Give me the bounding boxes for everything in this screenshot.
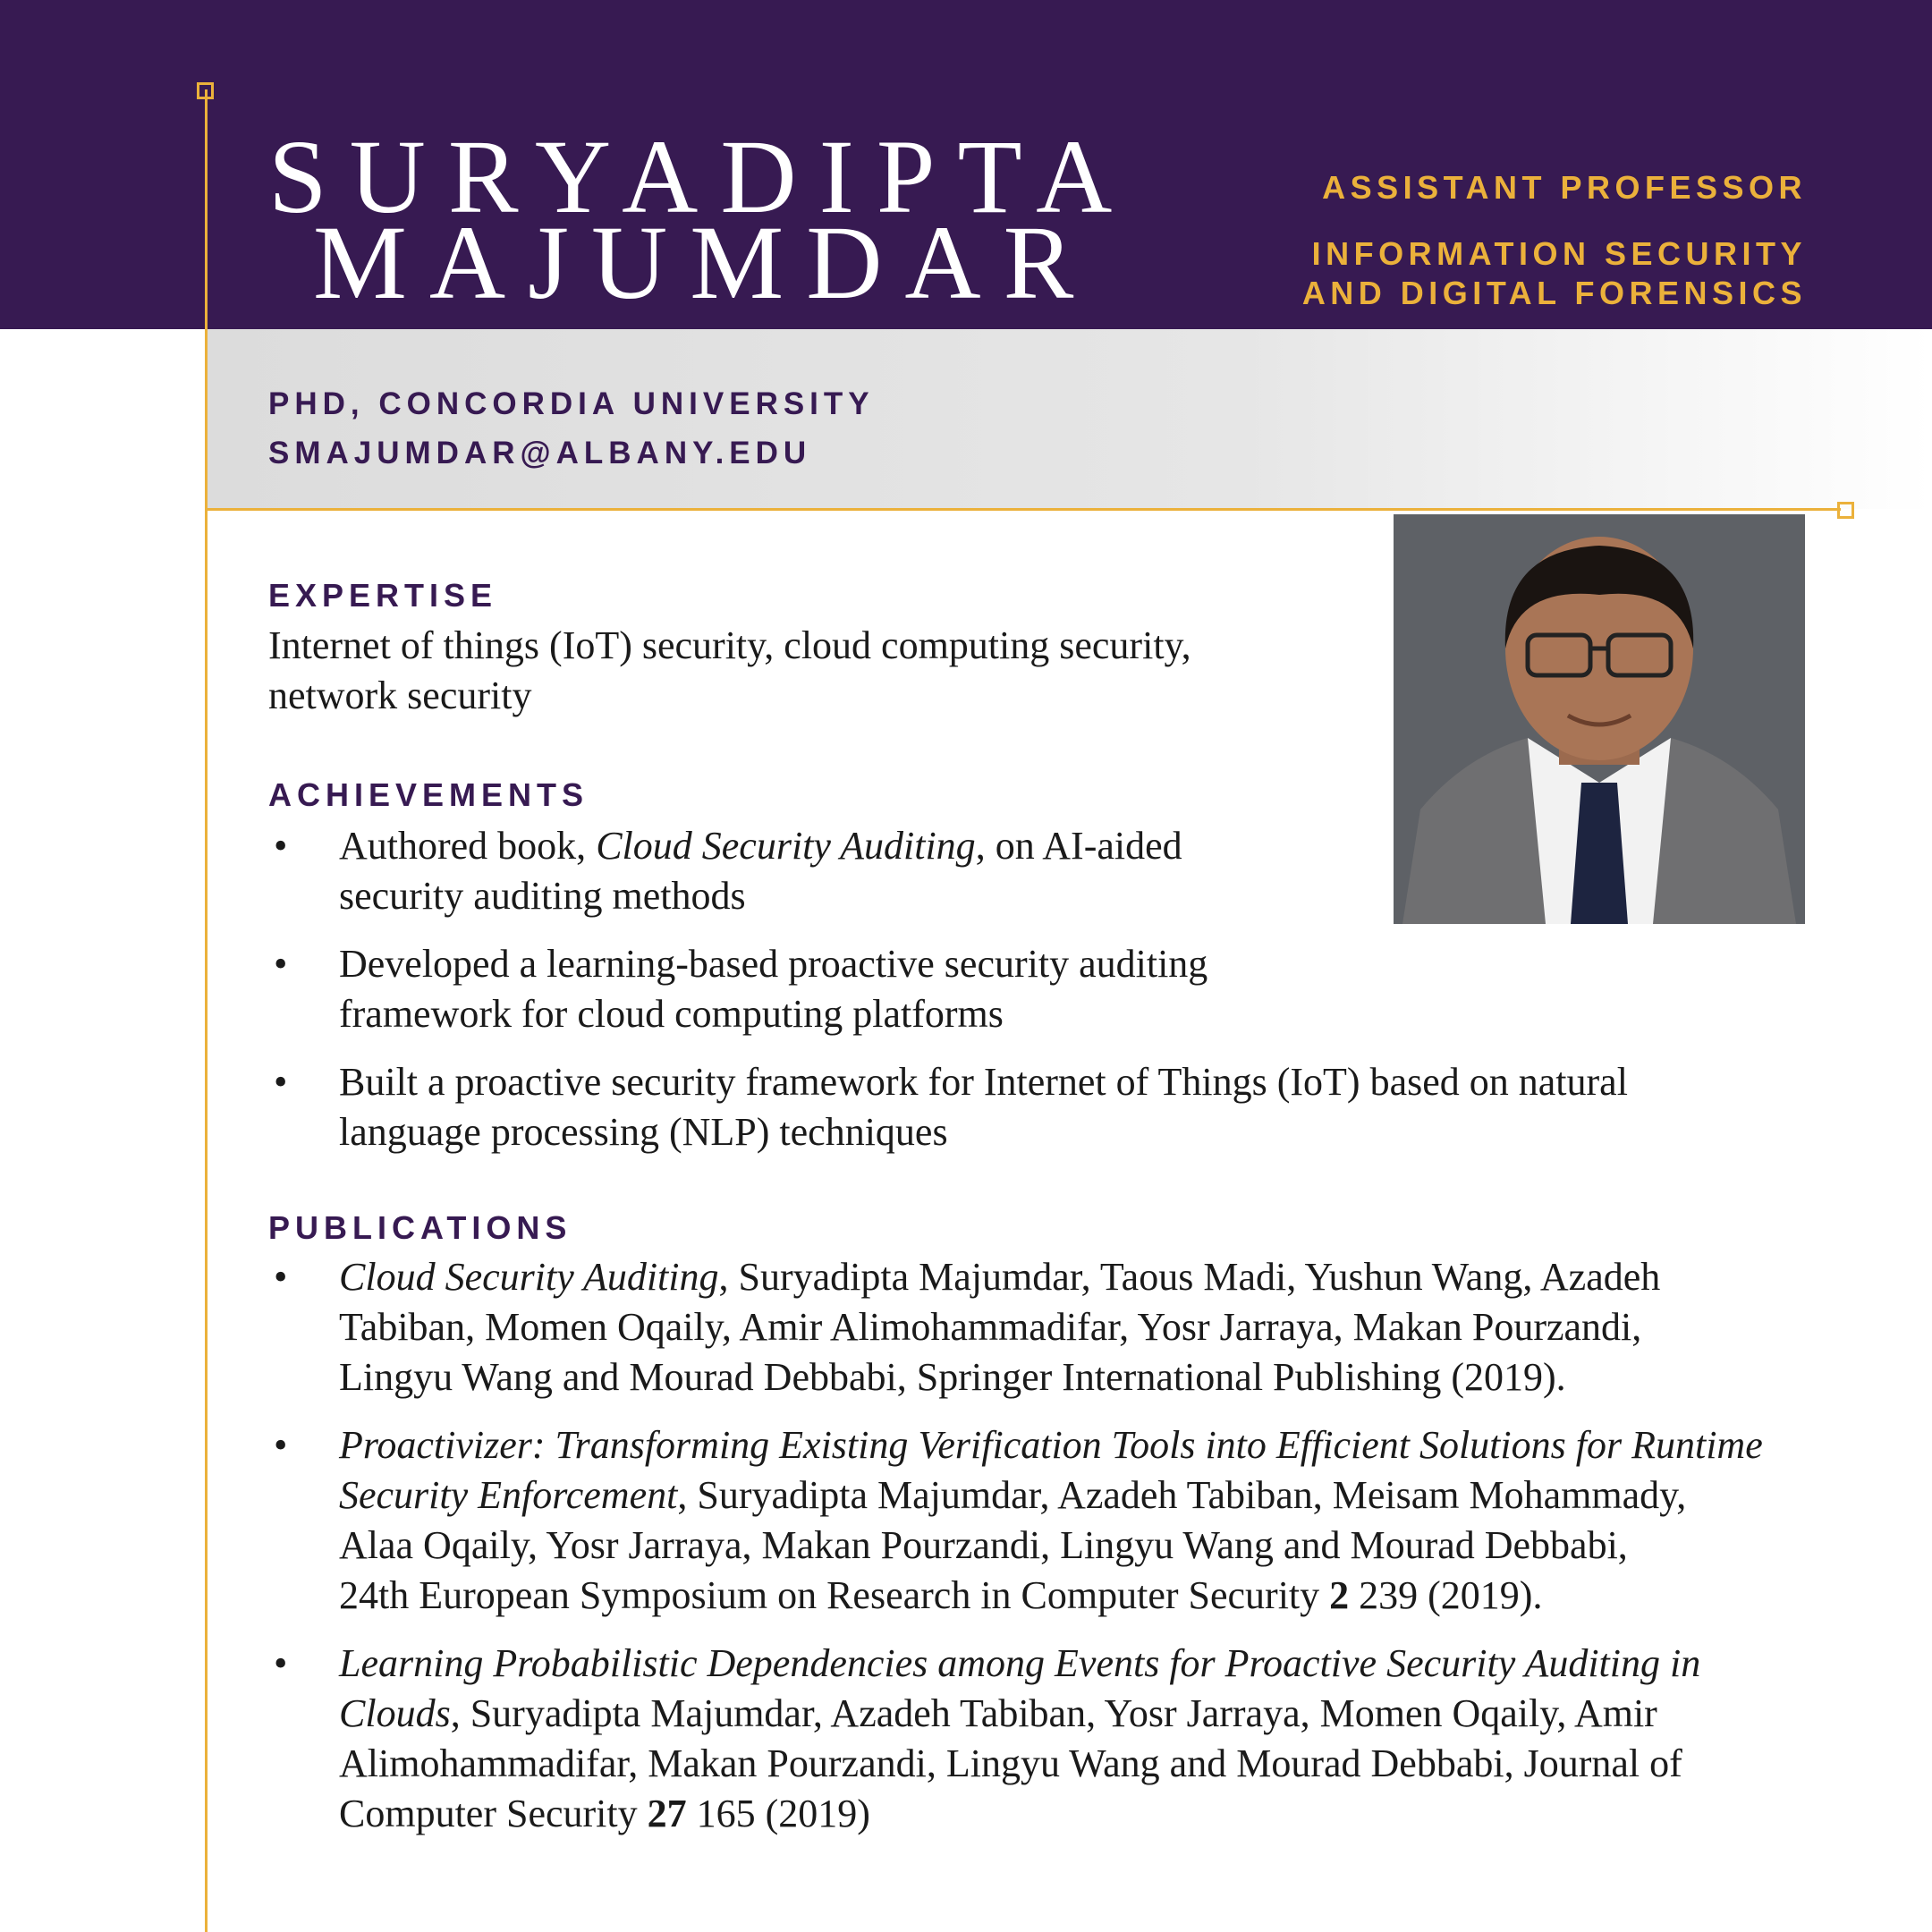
publications-heading: PUBLICATIONS — [268, 1209, 572, 1246]
publication-authors: , Suryadipta Majumdar, Taous Madi, Yushun Wang, Azadeh — [718, 1255, 1661, 1299]
bullet: • — [274, 1423, 288, 1467]
publication-venue: Lingyu Wang and Mourad Debbabi, Springer International Publishing (2019). — [339, 1355, 1566, 1399]
list-item — [268, 1057, 1807, 1157]
bullet: • — [274, 1060, 288, 1104]
expertise-line-1: Internet of things (IoT) security, cloud computing security, — [268, 623, 1191, 667]
square-marker-icon — [197, 82, 214, 99]
list-item — [268, 1639, 1825, 1839]
degree: PHD, CONCORDIA UNIVERSITY — [268, 386, 875, 421]
achievement-text: Developed a learning-based proactive security auditing — [339, 942, 1208, 986]
department-line-1: INFORMATION SECURITY — [1311, 235, 1807, 272]
expertise-text — [268, 621, 1191, 721]
achievement-text: , on AI-aided — [975, 824, 1182, 868]
publication-authors: , Suryadipta Majumdar, Azadeh Tabiban, Yosr Jarraya, Momen Oqaily, Amir — [450, 1691, 1657, 1735]
book-title: Cloud Security Auditing — [596, 824, 976, 868]
name-line-1: SURYADIPTA — [268, 118, 1135, 235]
person-name — [268, 118, 1135, 321]
achievements-heading: ACHIEVEMENTS — [268, 776, 589, 813]
achievement-text: framework for cloud computing platforms — [339, 992, 1004, 1036]
contact-info — [268, 379, 875, 478]
publication-title: Proactivizer: Transforming Existing Verification Tools into Efficient Solutions for Runtime — [339, 1423, 1763, 1467]
expertise-line-2: network security — [268, 674, 532, 717]
list-item — [268, 1420, 1825, 1621]
publication-authors: Alaa Oqaily, Yosr Jarraya, Makan Pourzandi, Lingyu Wang and Mourad Debbabi, — [339, 1523, 1628, 1567]
achievement-text: security auditing methods — [339, 874, 746, 918]
vertical-rule — [205, 89, 208, 1932]
publication-pages: 239 (2019). — [1349, 1573, 1543, 1617]
list-item — [268, 939, 1807, 1039]
department-line-2: AND DIGITAL FORENSICS — [1301, 275, 1807, 311]
publication-title: Clouds — [339, 1691, 451, 1735]
bullet: • — [274, 1641, 288, 1685]
list-item — [268, 821, 1807, 921]
publication-venue: Computer Security — [339, 1792, 648, 1835]
horizontal-rule — [205, 508, 1841, 511]
job-title-block — [1302, 168, 1807, 313]
square-marker-icon — [1837, 502, 1854, 519]
publication-title: Security Enforcement — [339, 1473, 678, 1517]
bullet: • — [274, 942, 288, 986]
achievement-text: Built a proactive security framework for Internet of Things (IoT) based on natural — [339, 1060, 1628, 1104]
publication-authors: Tabiban, Momen Oqaily, Amir Alimohammadifar, Yosr Jarraya, Makan Pourzandi, — [339, 1305, 1642, 1349]
name-line-2: MAJUMDAR — [313, 204, 1097, 321]
achievements-list — [268, 821, 1807, 1175]
volume-number: 27 — [647, 1792, 687, 1835]
expertise-heading: EXPERTISE — [268, 577, 498, 614]
publications-list — [268, 1252, 1825, 1857]
job-title: ASSISTANT PROFESSOR — [1322, 169, 1807, 206]
publication-title: Cloud Security Auditing — [339, 1255, 719, 1299]
publication-authors: Alimohammadifar, Makan Pourzandi, Lingyu Wang and Mourad Debbabi, Journal of — [339, 1741, 1682, 1785]
publication-authors: , Suryadipta Majumdar, Azadeh Tabiban, Meisam Mohammady, — [677, 1473, 1687, 1517]
bullet: • — [274, 824, 288, 868]
publication-title: Learning Probabilistic Dependencies among Events for Proactive Security Auditing in — [339, 1641, 1701, 1685]
publication-pages: 165 (2019) — [686, 1792, 870, 1835]
achievement-text: language processing (NLP) techniques — [339, 1110, 948, 1154]
email-link[interactable]: SMAJUMDAR@ALBANY.EDU — [268, 436, 812, 470]
publication-venue: 24th European Symposium on Research in Computer Security — [339, 1573, 1330, 1617]
list-item — [268, 1252, 1825, 1402]
achievement-text: Authored book, — [339, 824, 597, 868]
bullet: • — [274, 1255, 288, 1299]
volume-number: 2 — [1329, 1573, 1350, 1617]
